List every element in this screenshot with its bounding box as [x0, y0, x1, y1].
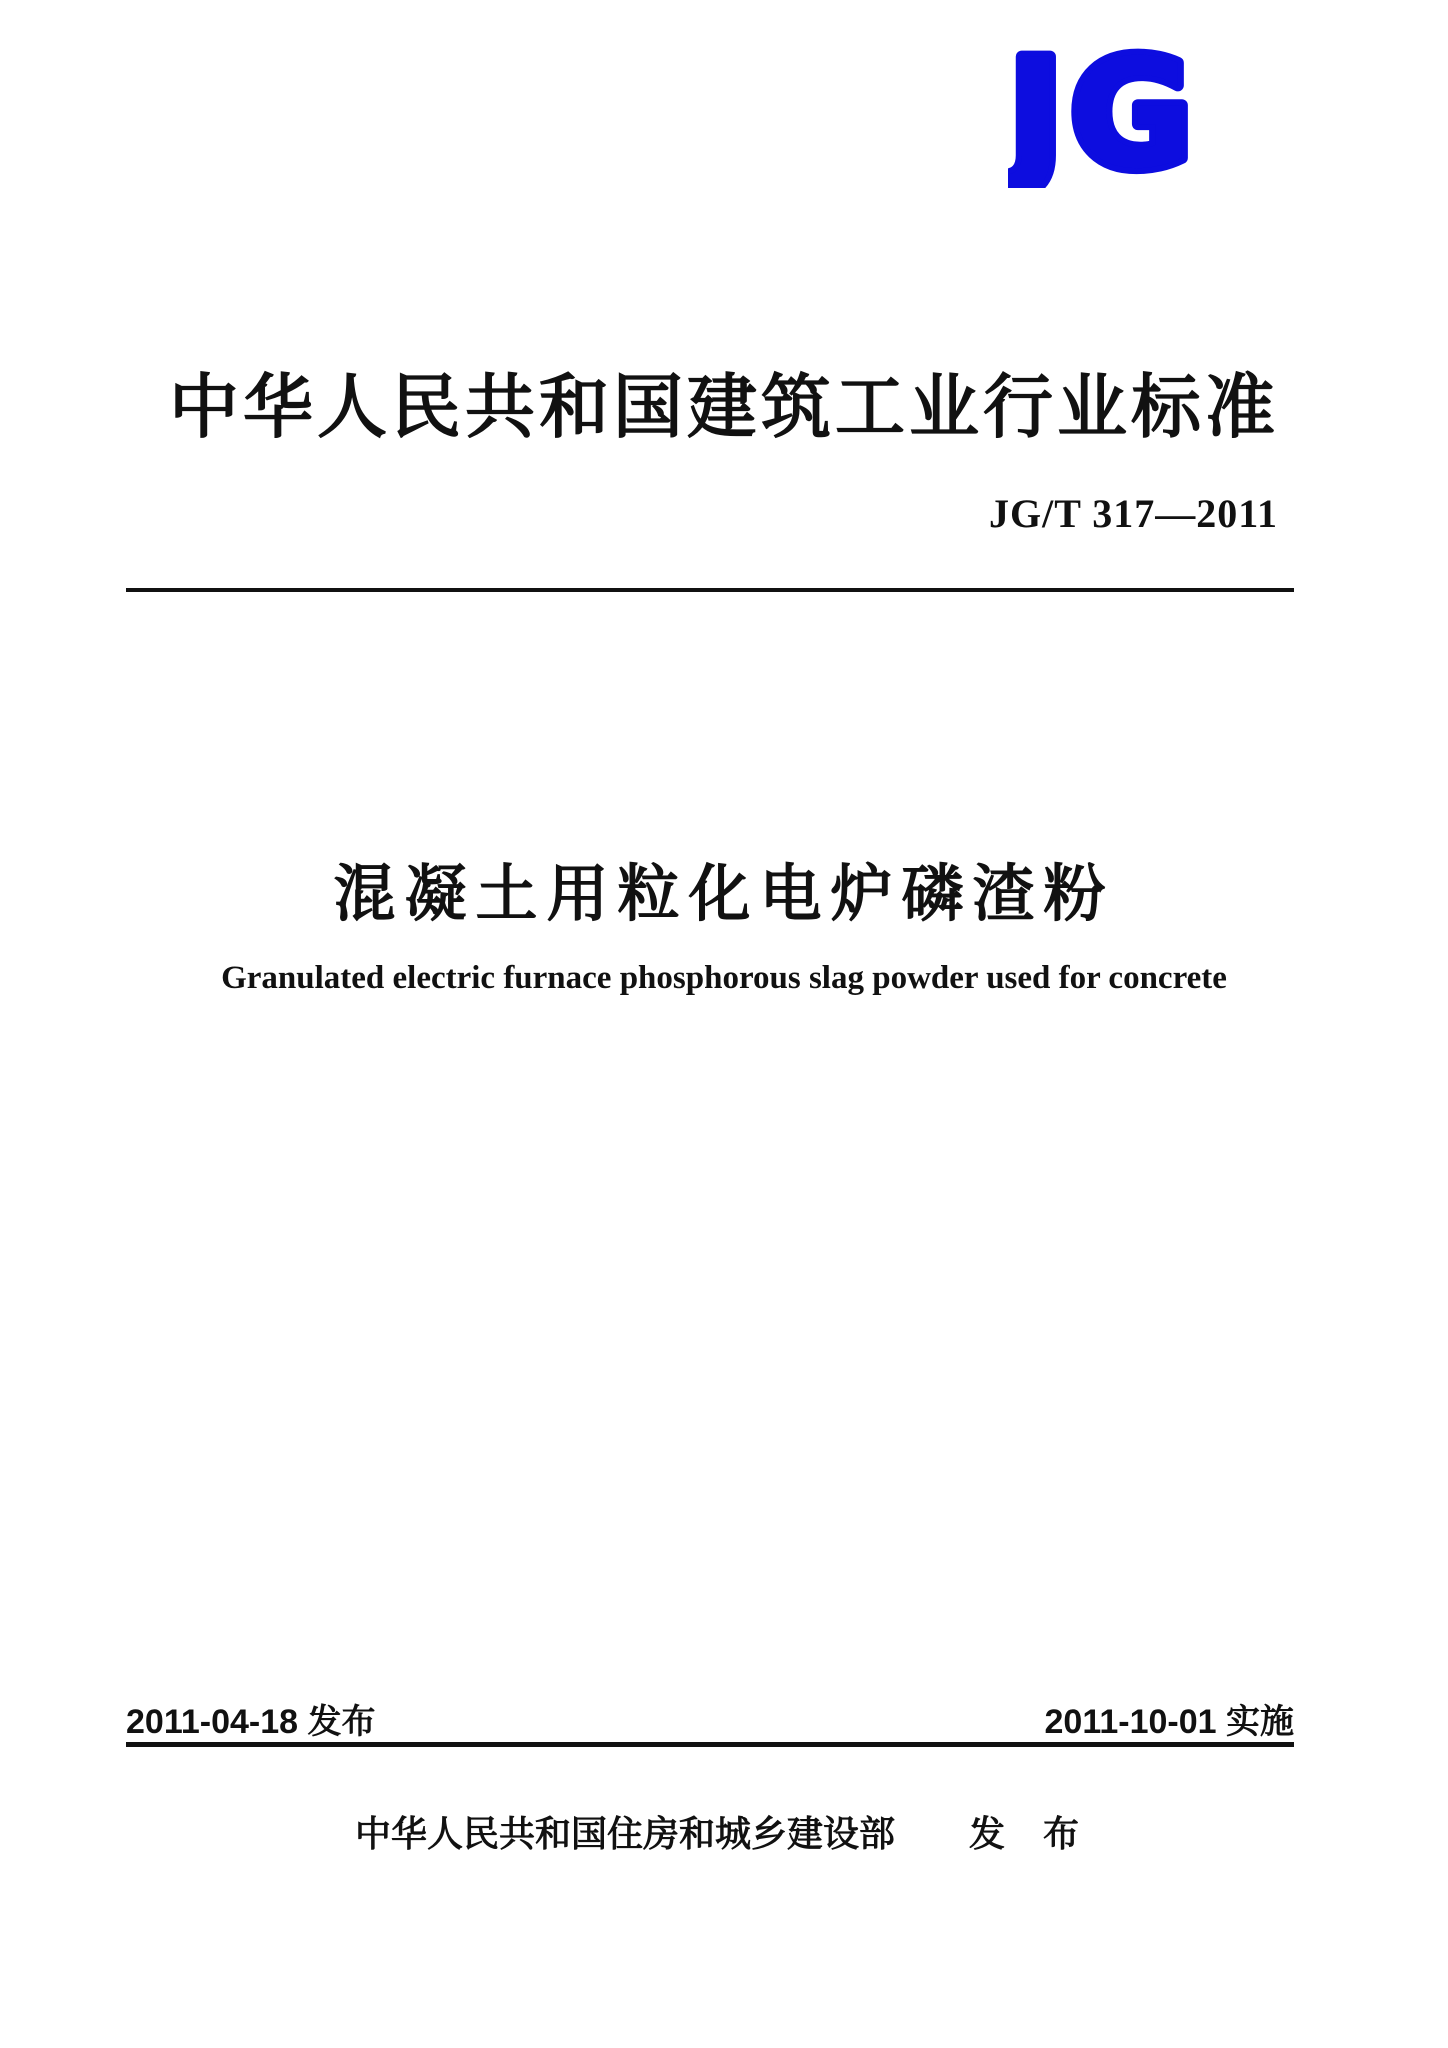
jg-logo — [1008, 38, 1268, 188]
top-divider-line — [126, 588, 1294, 592]
standard-code: JG/T 317—2011 — [989, 491, 1278, 536]
publisher-name: 中华人民共和国住房和城乡建设部 — [354, 1813, 895, 1854]
publisher-row — [0, 1806, 1448, 1857]
jg-logo-text: JG — [1008, 38, 1199, 188]
implementation-date: 2011-10-01 实施 — [1044, 1703, 1294, 1741]
dates-row — [126, 1694, 1294, 1743]
english-title: Granulated electric furnace phosphorous slag powder used for concrete — [221, 960, 1227, 996]
standard-category-title: 中华人民共和国建筑工业行业标准 — [169, 370, 1279, 447]
publish-label: 发 布 — [969, 1813, 1094, 1854]
bottom-divider-line — [126, 1742, 1294, 1747]
chinese-title: 混凝土用粒化电炉磷渣粉 — [333, 860, 1115, 929]
issue-date: 2011-04-18 发布 — [126, 1703, 376, 1741]
